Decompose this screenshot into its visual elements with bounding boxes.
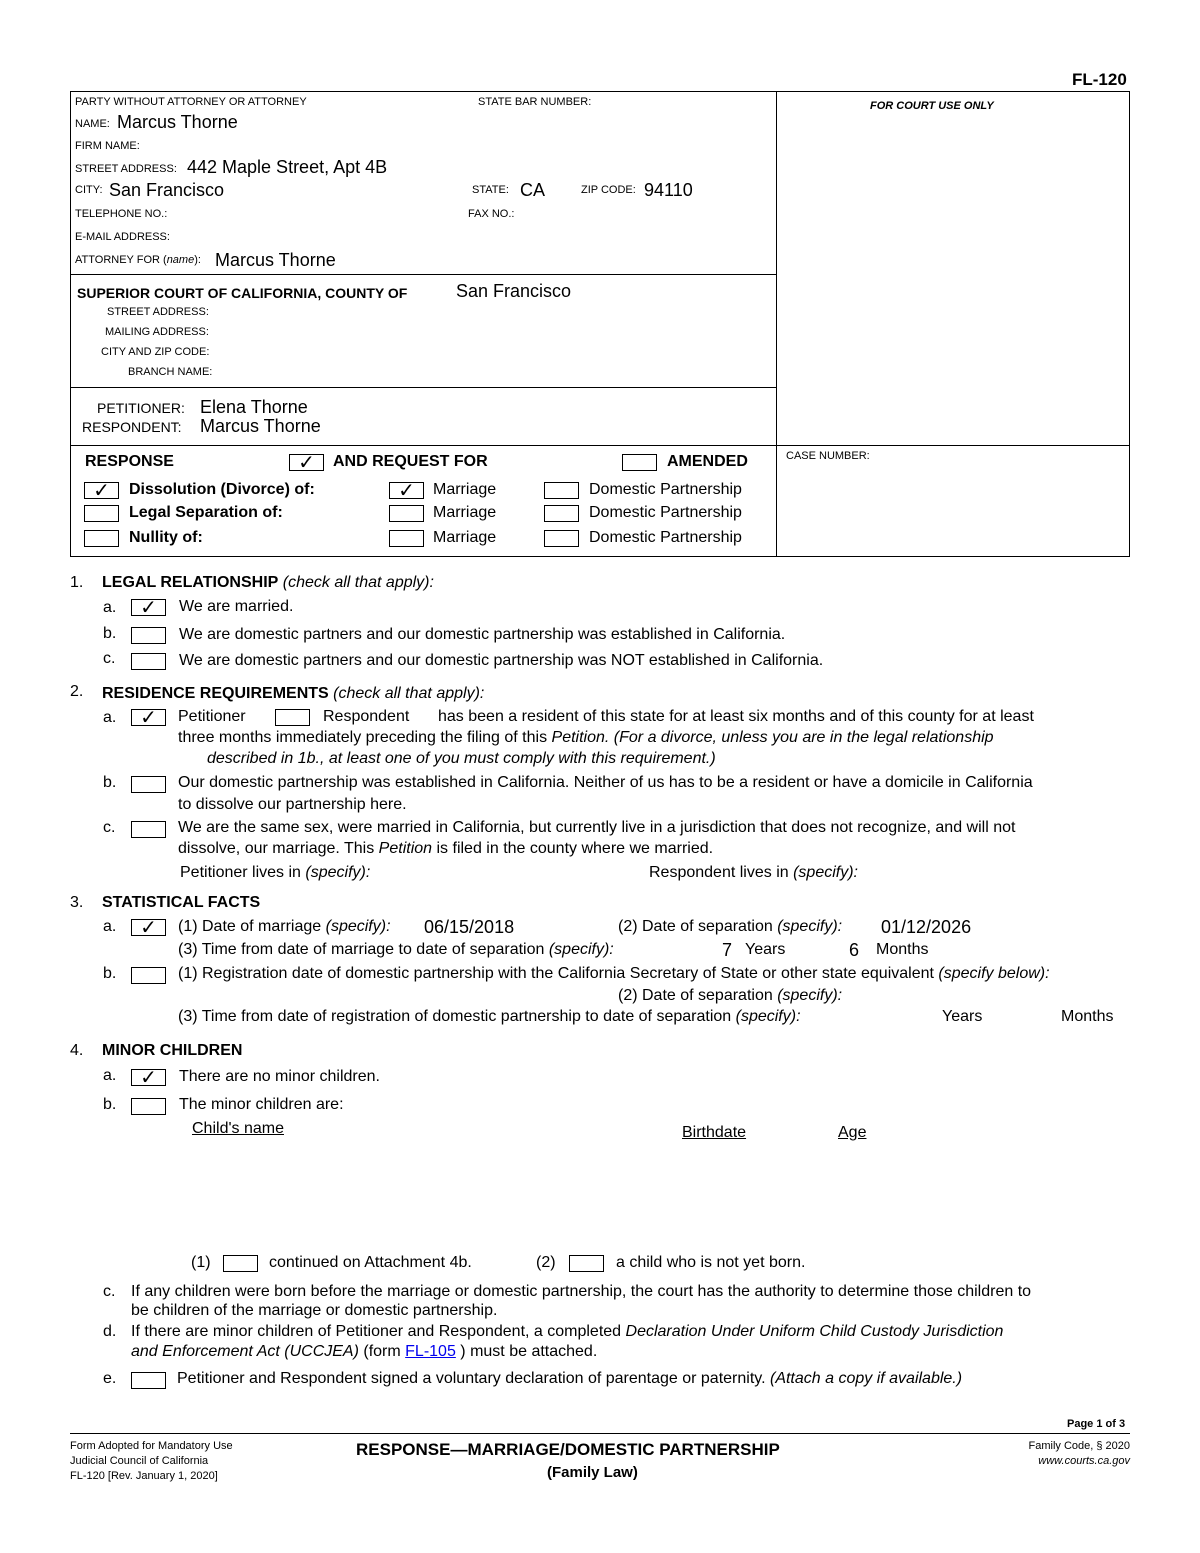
- s2a-petitioner-label: Petitioner: [178, 708, 246, 725]
- legal-separation-checkbox[interactable]: [84, 505, 119, 522]
- birthdate-column-header: Birthdate: [682, 1124, 747, 1141]
- s3a3-specify: (specify):: [548, 941, 614, 958]
- city-label: CITY:: [75, 184, 103, 196]
- page-number: Page 1 of 3: [1067, 1418, 1126, 1430]
- s4e-checkbox[interactable]: [131, 1372, 166, 1389]
- s2c-letter: c.: [103, 819, 116, 836]
- s3b2-label: [618, 987, 842, 1005]
- dissolution-dp-label: Domestic Partnership: [589, 481, 742, 498]
- state-label: STATE:: [472, 184, 509, 196]
- s4b1-number: (1): [191, 1254, 211, 1271]
- s3a-check-mark: ✓: [140, 915, 157, 939]
- s2c-text-line2a: dissolve, our marriage. This: [178, 840, 379, 857]
- respondent-field[interactable]: Marcus Thorne: [200, 416, 321, 436]
- court-branch-label: BRANCH NAME:: [128, 366, 213, 378]
- footer-right-line2: www.courts.ca.gov: [1038, 1455, 1130, 1467]
- s3-title: STATISTICAL FACTS: [102, 894, 261, 911]
- zip-code-label: ZIP CODE:: [581, 184, 636, 196]
- s3a1-label-text: (1) Date of marriage: [178, 918, 326, 935]
- s3b1-label: (1) Registration date of domestic partnership with the California Secretary of State or other state equivalent: [178, 965, 939, 982]
- s4b-letter: b.: [103, 1096, 117, 1113]
- s4d-letter: d.: [103, 1323, 117, 1340]
- years-field[interactable]: 7: [722, 940, 733, 960]
- s2a-text-line2b: Petition. (For a divorce, unless you are in the legal relationship: [551, 729, 994, 746]
- s2c-checkbox[interactable]: [131, 821, 166, 838]
- fl-105-link[interactable]: FL-105: [405, 1343, 456, 1360]
- legal-separation-marriage-checkbox[interactable]: [389, 505, 424, 522]
- attorney-for-label-c: ):: [194, 254, 201, 266]
- nullity-dp-checkbox[interactable]: [544, 530, 579, 547]
- header-bottom-border: [70, 556, 1130, 557]
- footer-left-line3: FL-120 [Rev. January 1, 2020]: [70, 1470, 218, 1482]
- s4a-check-mark: ✓: [140, 1065, 157, 1089]
- s3b2-label-text: (2) Date of separation: [618, 987, 778, 1004]
- s4e-text: [177, 1370, 962, 1388]
- s2a-respondent-label: Respondent: [323, 708, 410, 725]
- s2a-check-mark: ✓: [140, 705, 157, 729]
- months-field[interactable]: 6: [849, 940, 860, 960]
- legal-separation-label: Legal Separation of:: [129, 504, 283, 521]
- s2a-text-line3: described in 1b., at least one of you must comply with this requirement.): [207, 750, 716, 767]
- footer-left-line1: Form Adopted for Mandatory Use: [70, 1440, 233, 1452]
- court-use-label: FOR COURT USE ONLY: [870, 100, 994, 112]
- s4b-checkbox[interactable]: [131, 1098, 166, 1115]
- s2a-text-line1: has been a resident of this state for at least six months and of this county for at least: [438, 708, 1034, 725]
- s2-heading: [102, 685, 484, 703]
- dissolution-marriage-checkbox[interactable]: [389, 478, 424, 502]
- dissolution-label: Dissolution (Divorce) of:: [129, 481, 315, 498]
- header-top-border: [70, 91, 1130, 92]
- response-section-divider: [70, 445, 1130, 446]
- s2b-letter: b.: [103, 774, 117, 791]
- response-label: RESPONSE: [85, 453, 174, 470]
- firm-name-label: FIRM NAME:: [75, 140, 140, 152]
- s3b-checkbox[interactable]: [131, 967, 166, 984]
- request-for-check-mark: ✓: [298, 450, 315, 474]
- s3a2-specify: (specify):: [777, 918, 843, 935]
- dissolution-checkbox[interactable]: [84, 478, 119, 502]
- s2c-text-line2: [178, 840, 713, 858]
- s3b3-label: [178, 1008, 801, 1026]
- footer-right-line1: Family Code, § 2020: [1028, 1440, 1130, 1452]
- s1-heading: [102, 574, 434, 592]
- s4d-text-line2: [131, 1343, 597, 1361]
- street-address-label: STREET ADDRESS:: [75, 163, 177, 175]
- s1b-text: We are domestic partners and our domestic partnership was established in California.: [179, 626, 786, 643]
- attorney-for-label: [75, 254, 201, 266]
- s4b2-checkbox[interactable]: [569, 1255, 604, 1272]
- s1c-text: We are domestic partners and our domestic partnership was NOT established in California.: [179, 652, 824, 669]
- s1c-letter: c.: [103, 650, 116, 667]
- s2a-text-line2a: three months immediately preceding the filing of this: [178, 729, 552, 746]
- age-column-header: Age: [838, 1124, 867, 1141]
- s4a-checkbox[interactable]: [131, 1065, 166, 1089]
- legal-separation-dp-label: Domestic Partnership: [589, 504, 742, 521]
- s3b2-specify: (specify):: [777, 987, 843, 1004]
- s4-title: MINOR CHILDREN: [102, 1042, 243, 1059]
- court-section-divider: [70, 274, 777, 275]
- s1-number: 1.: [70, 574, 84, 591]
- s1b-checkbox[interactable]: [131, 627, 166, 644]
- s1-title: LEGAL RELATIONSHIP: [102, 574, 279, 591]
- s3a2-label: [618, 918, 842, 936]
- s3b-letter: b.: [103, 965, 117, 982]
- case-number-label: CASE NUMBER:: [786, 450, 870, 462]
- s4d-text-line1b: Declaration Under Uniform Child Custody Jurisdiction: [625, 1323, 1004, 1340]
- parties-section-divider: [70, 387, 777, 388]
- s3a1-specify: (specify):: [325, 918, 391, 935]
- street-address-field[interactable]: 442 Maple Street, Apt 4B: [187, 157, 388, 177]
- s2a-letter: a.: [103, 709, 117, 726]
- state-field[interactable]: CA: [520, 180, 546, 200]
- s3b3-months-label: Months: [1061, 1008, 1114, 1025]
- s2c-petitioner-specify: (specify):: [305, 864, 371, 881]
- nullity-checkbox[interactable]: [84, 530, 119, 547]
- footer-subtitle: (Family Law): [547, 1464, 638, 1481]
- s2c-text-line2b: Petition: [378, 840, 433, 857]
- s2a-respondent-checkbox[interactable]: [275, 709, 310, 726]
- s1c-checkbox[interactable]: [131, 653, 166, 670]
- header-right-border: [1129, 91, 1130, 557]
- footer-title: RESPONSE—MARRIAGE/DOMESTIC PARTNERSHIP: [356, 1440, 780, 1459]
- s1a-text: We are married.: [179, 598, 294, 615]
- amended-label: AMENDED: [667, 453, 748, 470]
- s4d-text-line2b: (form: [358, 1343, 406, 1360]
- city-field[interactable]: San Francisco: [109, 180, 225, 200]
- s3b1-text: [178, 965, 1050, 983]
- legal-separation-dp-checkbox[interactable]: [544, 505, 579, 522]
- s4e-text-main: Petitioner and Respondent signed a voluntary declaration of parentage or paternity.: [177, 1370, 770, 1387]
- s2a-petitioner-checkbox[interactable]: [131, 705, 166, 729]
- s4e-letter: e.: [103, 1370, 117, 1387]
- dissolution-marriage-label: Marriage: [433, 481, 497, 498]
- s2b-text-line1: Our domestic partnership was established in California. Neither of us has to be a resident or have a domicile in California: [178, 774, 1033, 791]
- dissolution-dp-checkbox[interactable]: [544, 482, 579, 499]
- s2b-checkbox[interactable]: [131, 776, 166, 793]
- s1b-letter: b.: [103, 625, 117, 642]
- state-bar-label: STATE BAR NUMBER:: [478, 96, 592, 108]
- attorney-for-label-a: ATTORNEY FOR (: [75, 254, 167, 266]
- s2c-text-line1: We are the same sex, were married in California, but currently live in a jurisdiction that does not recognize, and will not: [178, 819, 1016, 836]
- amended-checkbox[interactable]: [622, 454, 657, 471]
- s3b3-label-text: (3) Time from date of registration of domestic partnership to date of separation: [178, 1008, 736, 1025]
- child-name-column-header: Child's name: [192, 1120, 284, 1137]
- s1a-letter: a.: [103, 599, 117, 616]
- s4b2-text: a child who is not yet born.: [616, 1254, 806, 1271]
- legal-separation-marriage-label: Marriage: [433, 504, 497, 521]
- s4b1-checkbox[interactable]: [223, 1255, 258, 1272]
- s4b2-number: (2): [536, 1254, 556, 1271]
- request-for-checkbox[interactable]: [289, 450, 324, 474]
- s4d-text-line2a: and Enforcement Act (UCCJEA): [131, 1343, 359, 1360]
- s1a-check-mark: ✓: [140, 595, 157, 619]
- s4d-text-line2c: ) must be attached.: [455, 1343, 598, 1360]
- s4e-note: (Attach a copy if available.): [769, 1370, 963, 1387]
- s4b1-text: continued on Attachment 4b.: [269, 1254, 472, 1271]
- s2-title: RESIDENCE REQUIREMENTS: [102, 685, 329, 702]
- form-id: FL-120: [1072, 70, 1127, 89]
- request-for-label: AND REQUEST FOR: [333, 453, 488, 470]
- s2-number: 2.: [70, 683, 84, 700]
- zip-code-field[interactable]: 94110: [644, 180, 693, 200]
- nullity-marriage-checkbox[interactable]: [389, 530, 424, 547]
- s4a-letter: a.: [103, 1067, 117, 1084]
- s3a1-label: [178, 918, 391, 936]
- respondent-label: RESPONDENT:: [82, 419, 182, 435]
- name-field[interactable]: Marcus Thorne: [117, 112, 238, 132]
- s3a3-label-text: (3) Time from date of marriage to date of separation: [178, 941, 549, 958]
- court-street-label: STREET ADDRESS:: [107, 306, 209, 318]
- fax-label: FAX NO.:: [468, 208, 515, 220]
- nullity-dp-label: Domestic Partnership: [589, 529, 742, 546]
- s3-number: 3.: [70, 894, 84, 911]
- s3a3-label: [178, 941, 614, 959]
- s2c-respondent-specify: (specify):: [793, 864, 858, 881]
- s4d-text-line1a: If there are minor children of Petitioner and Respondent, a completed: [131, 1323, 626, 1340]
- court-mailing-label: MAILING ADDRESS:: [105, 326, 209, 338]
- date-of-marriage-field[interactable]: 06/15/2018: [424, 917, 515, 937]
- s3a-letter: a.: [103, 918, 117, 935]
- dissolution-check-mark: ✓: [93, 478, 110, 502]
- party-label: PARTY WITHOUT ATTORNEY OR ATTORNEY: [75, 96, 307, 108]
- s2-title-note: (check all that apply):: [333, 685, 485, 702]
- county-field[interactable]: San Francisco: [456, 281, 572, 301]
- s2c-petitioner-lives-label: Petitioner lives in: [180, 864, 306, 881]
- s4-number: 4.: [70, 1042, 84, 1059]
- email-label: E-MAIL ADDRESS:: [75, 231, 170, 243]
- court-city-zip-label: CITY AND ZIP CODE:: [101, 346, 210, 358]
- header-left-border: [70, 91, 71, 557]
- s3b1-note: (specify below):: [938, 965, 1050, 982]
- attorney-for-label-b: name: [166, 254, 195, 266]
- s4c-letter: c.: [103, 1283, 116, 1300]
- nullity-label: Nullity of:: [129, 529, 203, 546]
- court-title: SUPERIOR COURT OF CALIFORNIA, COUNTY OF: [77, 285, 408, 301]
- s3b3-specify: (specify):: [735, 1008, 801, 1025]
- s2c-respondent-lives-label: Respondent lives in: [649, 864, 794, 881]
- name-label: NAME:: [75, 118, 110, 130]
- s2a-text-line2: [178, 729, 994, 747]
- s2c-petitioner-lives: [180, 864, 370, 882]
- s4a-text: There are no minor children.: [179, 1068, 380, 1085]
- petitioner-label: PETITIONER:: [97, 400, 185, 416]
- attorney-for-field[interactable]: Marcus Thorne: [215, 250, 336, 270]
- footer-left-line2: Judicial Council of California: [70, 1455, 209, 1467]
- months-label: Months: [876, 941, 929, 958]
- s4c-text-line2: be children of the marriage or domestic partnership.: [131, 1302, 498, 1319]
- s3a2-label-text: (2) Date of separation: [618, 918, 778, 935]
- s3b3-years-label: Years: [942, 1008, 983, 1025]
- s4c-text-line1: If any children were born before the marriage or domestic partnership, the court has the authority to determine those children to: [131, 1283, 1032, 1300]
- s2c-respondent-lives: [649, 864, 858, 882]
- header-middle-divider: [776, 91, 777, 557]
- s2b-text-line2: to dissolve our partnership here.: [178, 796, 407, 813]
- s3a-checkbox[interactable]: [131, 915, 166, 939]
- telephone-label: TELEPHONE NO.:: [75, 208, 168, 220]
- dissolution-marriage-check-mark: ✓: [398, 478, 415, 502]
- s1-title-note: (check all that apply):: [282, 574, 434, 591]
- nullity-marriage-label: Marriage: [433, 529, 497, 546]
- footer-divider: [70, 1433, 1130, 1434]
- s2c-text-line2c: is filed in the county where we married.: [432, 840, 714, 857]
- petitioner-field[interactable]: Elena Thorne: [200, 397, 308, 417]
- s4d-text-line1: [131, 1323, 1003, 1341]
- s4b-text: The minor children are:: [179, 1096, 344, 1113]
- date-of-separation-field[interactable]: 01/12/2026: [881, 917, 972, 937]
- s1a-checkbox[interactable]: [131, 595, 166, 619]
- years-label: Years: [745, 941, 786, 958]
